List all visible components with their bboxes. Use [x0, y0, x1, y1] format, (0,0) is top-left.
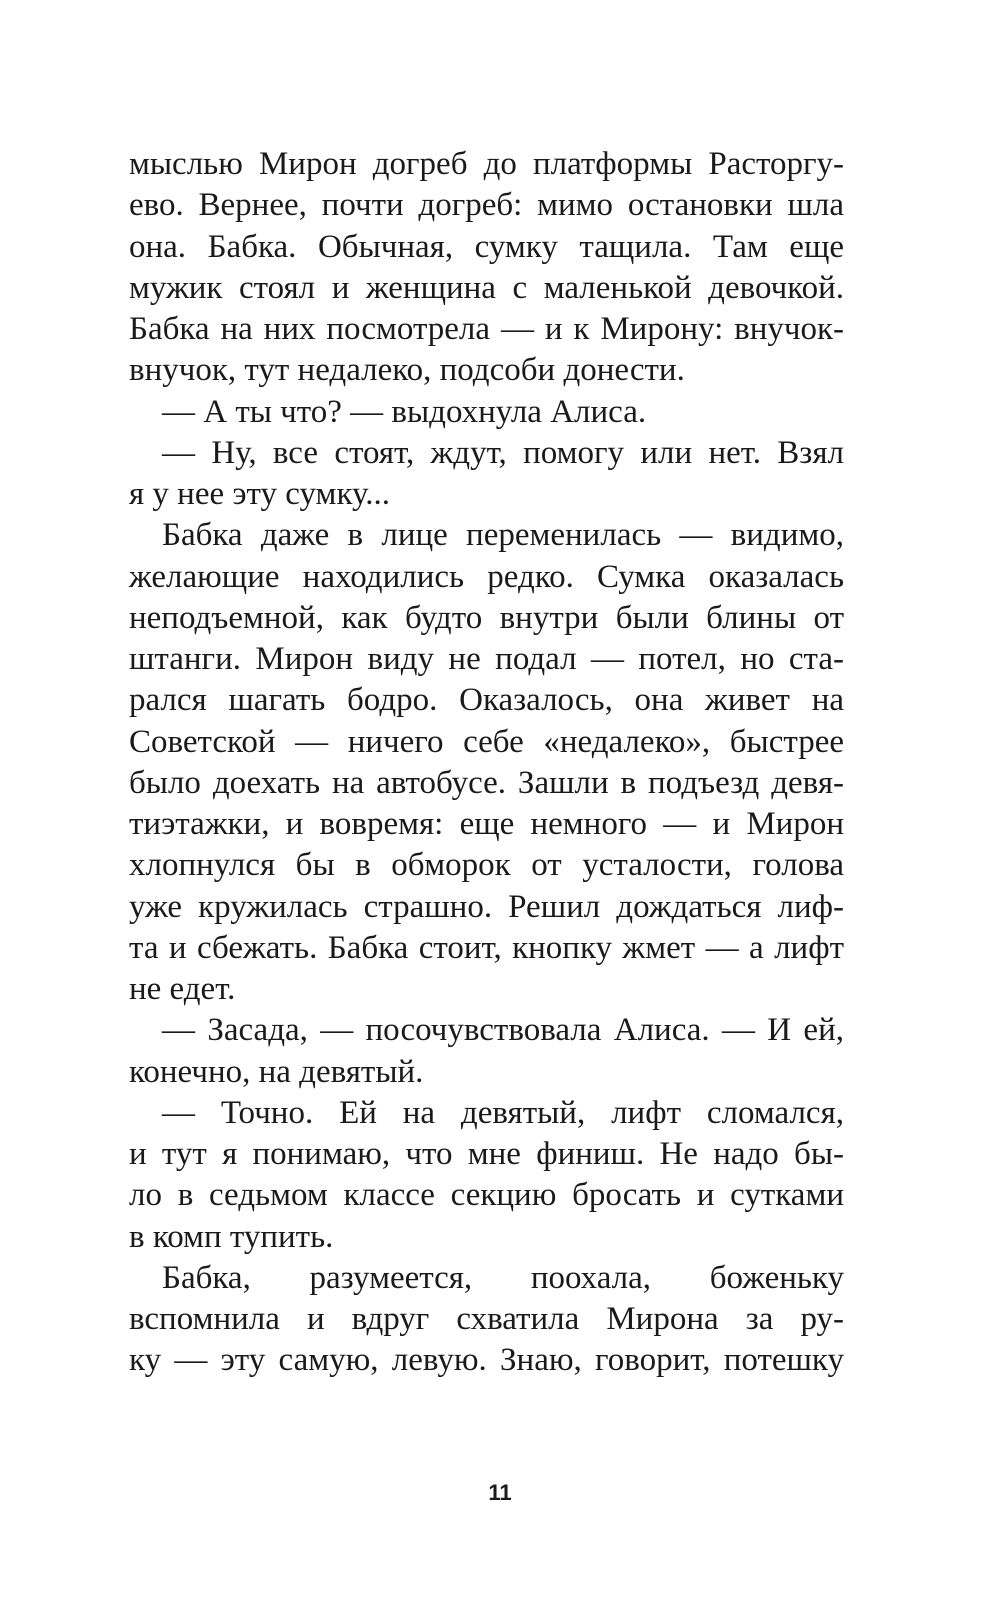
text-line: я у нее эту сумку... [129, 476, 390, 512]
text-line: — А ты что? — выдохнула Алиса. [129, 393, 647, 430]
text-line: Бабка на них посмотрела — и к Мирону: внучок- [129, 311, 844, 347]
text-line: та и сбежать. Бабка стоит, кнопку жмет — а лифт [129, 929, 844, 966]
text-line: хлопнулся бы в обморок от усталости, голова [129, 847, 844, 884]
text-line: желающие находились редко. Сумка оказалась [129, 558, 844, 595]
text-line: вспомнила и вдруг схватила Мирона за ру- [129, 1301, 844, 1337]
text-line: — Ну, все стоят, ждут, помогу или нет. Взял [129, 434, 844, 471]
text-line: и тут я понимаю, что мне финиш. Не надо бы- [129, 1136, 844, 1172]
text-line: мыслью Мирон догреб до платформы Расторгу- [129, 146, 844, 182]
text-line: рался шагать бодро. Оказалось, она живет на [129, 682, 844, 719]
text-line: тиэтажки, и вовремя: еще немного — и Мирон [129, 806, 844, 842]
text-line: Бабка даже в лице переменилась — видимо, [129, 517, 844, 554]
text-line: конечно, на девятый. [129, 1053, 424, 1090]
text-line: уже кружилась страшно. Решил дождаться лиф- [129, 888, 844, 925]
text-line: — Точно. Ей на девятый, лифт сломался, [129, 1094, 844, 1131]
text-line: Бабка, разумеется, поохала, боженьку [129, 1259, 844, 1296]
text-line: ло в седьмом классе секцию бросать и сутками [129, 1177, 844, 1214]
text-line: ево. Вернее, почти догреб: мимо остановки шла [129, 187, 844, 224]
text-line: было доехать на автобусе. Зашли в подъезд девя- [129, 764, 844, 801]
text-line: внучок, тут недалеко, подсоби донести. [129, 352, 685, 389]
text-line: не едет. [129, 971, 236, 1007]
text-line: мужик стоял и женщина с маленькой девочкой. [129, 269, 844, 306]
page-text [129, 144, 844, 1382]
text-line: штанги. Мирон виду не подал — потел, но ста- [129, 641, 844, 677]
text-line: она. Бабка. Обычная, сумку тащила. Там еще [129, 228, 844, 265]
text-line: в комп тупить. [129, 1218, 334, 1255]
text-line: Советской — ничего себе «недалеко», быстрее [129, 723, 844, 760]
page-number: 11 [488, 1480, 512, 1505]
text-line: — Засада, — посочувствовала Алиса. — И ей, [129, 1012, 844, 1049]
text-line: ку — эту самую, левую. Знаю, говорит, потешку [129, 1342, 844, 1379]
text-line: неподъемной, как будто внутри были блины от [129, 599, 844, 636]
